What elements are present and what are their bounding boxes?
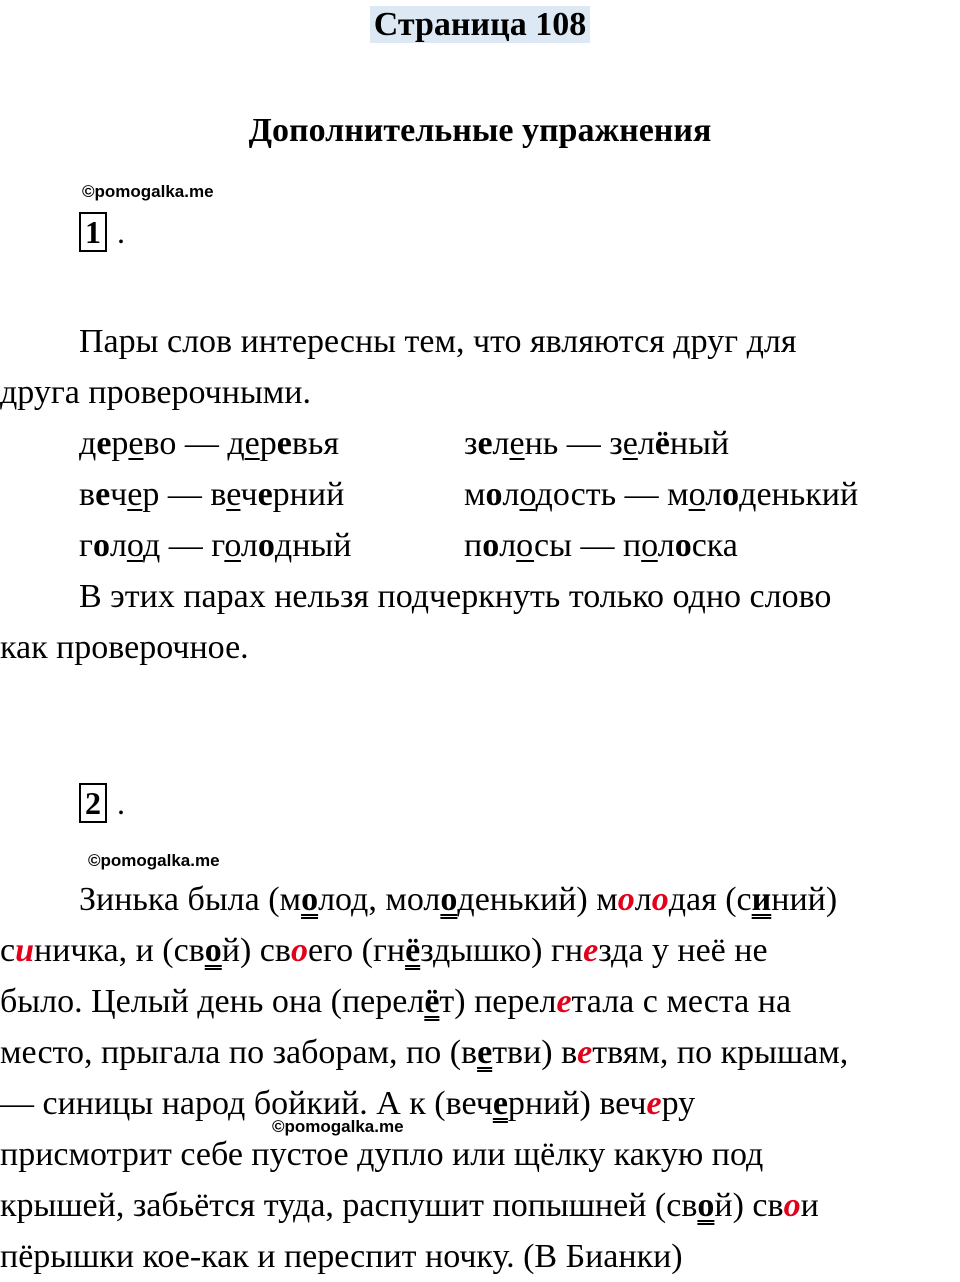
- word-pair-2: вечер — вечерний: [79, 476, 345, 513]
- watermark: ©pomogalka.me: [272, 1117, 404, 1136]
- exercise1-intro-line2: друга проверочными.: [0, 374, 311, 411]
- section-title: Дополнительные упражнения: [248, 112, 712, 149]
- exercise-number-2: 2: [79, 783, 107, 823]
- word-pair-5: молодость — молоденький: [464, 476, 859, 513]
- exercise2-line8: пёрышки кое-как и переспит ночку. (В Бианки): [0, 1238, 683, 1275]
- exercise2-line1: Зинька была (молод, молоденький) молодая (синий): [79, 881, 838, 918]
- watermark: ©pomogalka.me: [88, 851, 220, 870]
- word-pair-3: голод — голодный: [79, 527, 352, 564]
- word-pair-1: дерево — деревья: [79, 425, 340, 462]
- exercise1-conclusion-line1: В этих парах нельзя подчеркнуть только одно слово: [79, 578, 832, 615]
- exercise-number-1: 1: [79, 212, 107, 252]
- exercise2-line2: синичка, и (свой) своего (гнёздышко) гнезда у неё не: [0, 932, 768, 969]
- exercise1-conclusion-line2: как проверочное.: [0, 629, 249, 666]
- watermark: ©pomogalka.me: [82, 182, 214, 201]
- exercise2-line5: — синицы народ бойкий. А к (вечерний) вечеру: [0, 1085, 696, 1122]
- exercise1-intro-line1: Пары слов интересны тем, что являются друг для: [79, 323, 797, 360]
- exercise2-line4: место, прыгала по заборам, по (ветви) ветвям, по крышам,: [0, 1034, 849, 1071]
- exercise2-line6: присмотрит себе пустое дупло или щёлку какую под: [0, 1136, 764, 1173]
- author-attribution: (В Бианки): [523, 1238, 683, 1275]
- page-title: Страница 108: [0, 2, 960, 48]
- word-pair-6: полосы — полоска: [464, 527, 738, 564]
- exercise2-line3: было. Целый день она (перелёт) перелетала с места на: [0, 983, 792, 1020]
- exercise2-line7: крышей, забьётся туда, распушит попышней (свой) свои: [0, 1187, 819, 1224]
- word-pair-4: зелень — зелёный: [464, 425, 730, 462]
